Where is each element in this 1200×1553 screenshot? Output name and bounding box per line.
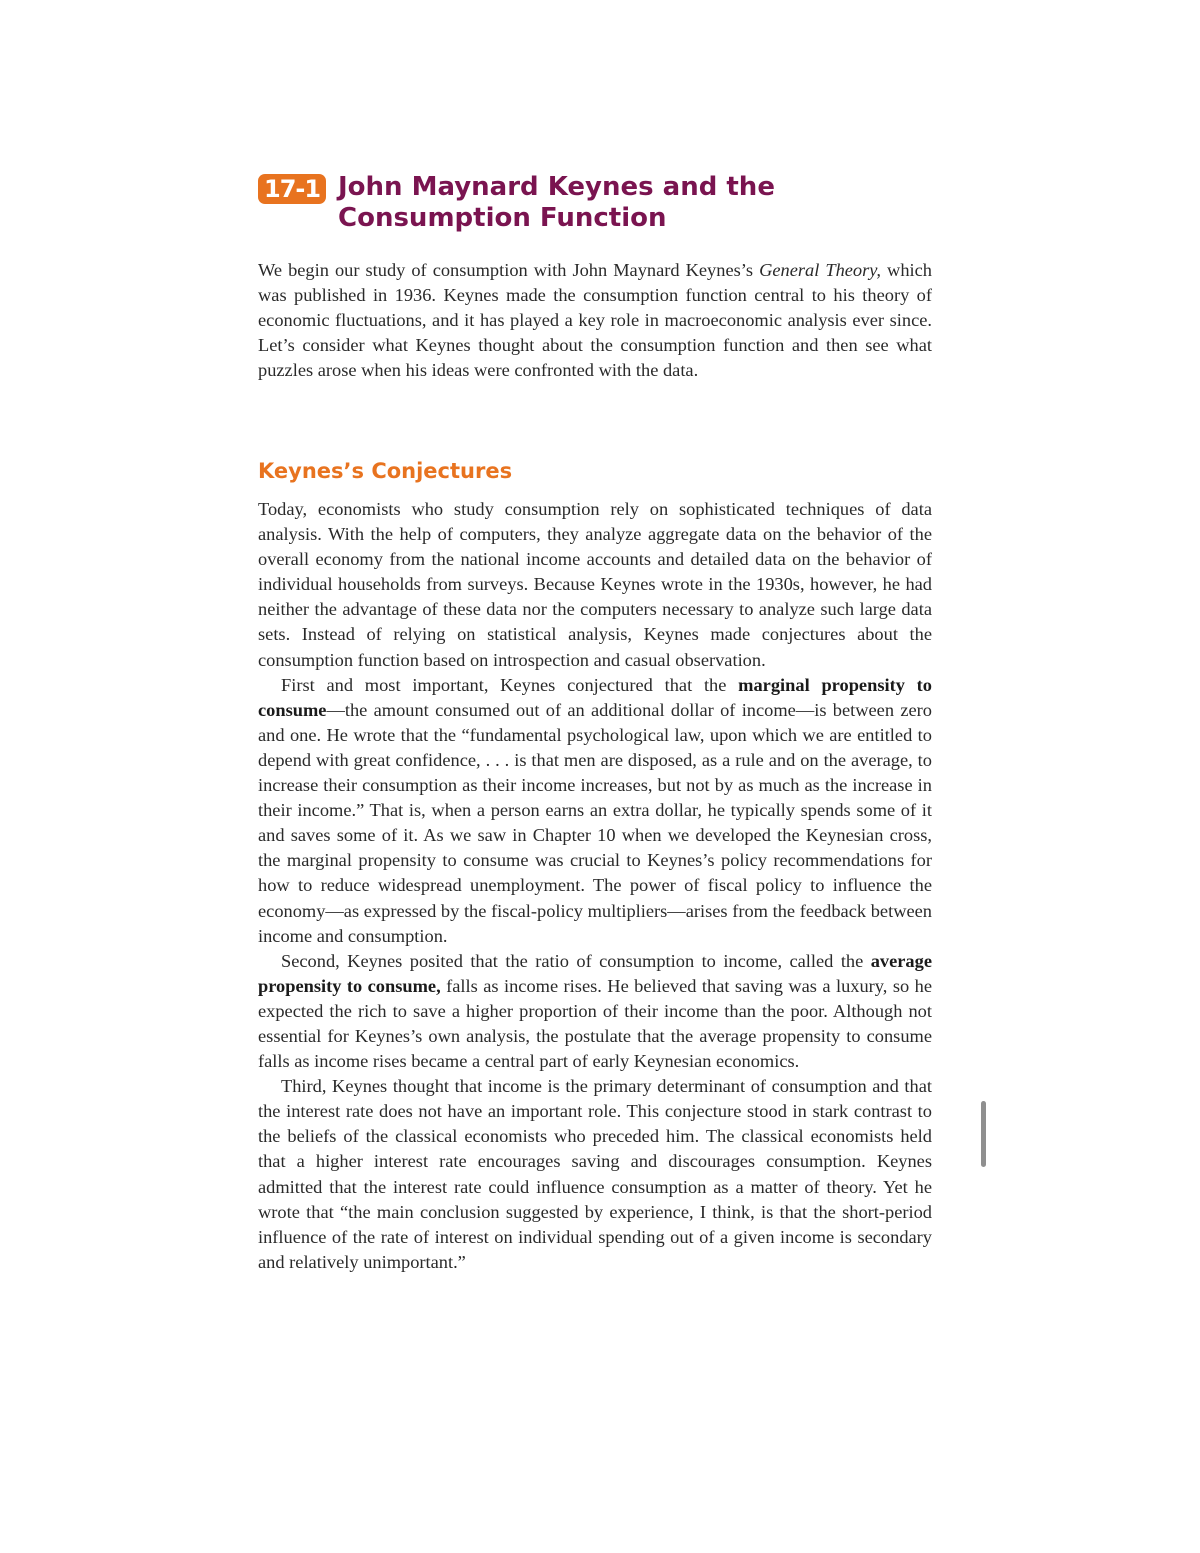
paragraph-2-start: First and most important, Keynes conjectured that the (281, 674, 739, 695)
intro-text-end: which was published in 1936. Keynes made the consumption function central to his theory of economic fluctuations, and it has played a key role in macroeconomic analysis ever since. Let’s consider what Keynes thought about the consumption function and then see what puzzles arose when his ideas were confronted with the data. (258, 260, 932, 381)
key-term-apc: average propensity to consume, (258, 950, 932, 996)
paragraph-1: Today, economists who study consumption rely on sophisticated techniques of data analysis. With the help of computers, they analyze aggregate data on the behavior of the overall economy from the national income accounts and detailed data on the behavior of individual households from surveys. Because Keynes wrote in the 1930s, however, he had neither the advantage of these data nor the computers necessary to analyze such large data sets. Instead of relying on statistical analysis, Keynes made conjectures about the consumption function based on introspection and casual observation. (258, 499, 932, 670)
intro-text-start: We begin our study of consumption with John Maynard Keynes’s (258, 260, 760, 280)
paragraph-4: Third, Keynes thought that income is the primary determinant of consumption and that the interest rate does not have an important role. This conjecture stood in stark contrast to the beliefs of the classical economists who preceded him. The classical economists held that a higher interest rate encourages saving and discourages consumption. Keynes admitted that the interest rate could influence consumption as a matter of theory. Yet he wrote that “the main conclusion suggested by experience, I think, is that the short-period influence of the rate of interest on individual spending out of a given income is secondary and relatively unimportant.” (258, 1076, 932, 1272)
scrollbar-thumb[interactable] (981, 1101, 986, 1167)
paragraph-3 (258, 949, 932, 1074)
paragraph-3-start: Second, Keynes posited that the ratio of consumption to income, called the (281, 950, 871, 971)
section-number-badge: 17-1 (258, 174, 326, 204)
book-title: General Theory, (759, 260, 882, 280)
subsection-heading: Keynes’s Conjectures (258, 459, 513, 483)
key-term-mpc: marginal propensity to consume (258, 674, 932, 720)
paragraph-2 (258, 673, 932, 949)
conjectures-body (258, 497, 932, 1275)
paragraph-3-end: falls as income rises. He believed that saving was a luxury, so he expected the rich to save a higher proportion of their income than the poor. Although not essential for Keynes’s own analysis, the postulate that the average propensity to consume falls as income rises became a central part of early Keynesian economics. (258, 975, 932, 1072)
section-title: John Maynard Keynes and the Consumption Function (338, 172, 775, 233)
intro-paragraph (258, 258, 932, 383)
paragraph-2-end: —the amount consumed out of an additional dollar of income—is between zero and one. He wrote that the “fundamental psychological law, upon which we are entitled to depend with great confidence, . . . is that men are disposed, as a rule and on the average, to increase their consumption as their income increases, but not by as much as the increase in their income.” That is, when a person earns an extra dollar, he typically spends some of it and saves some of it. As we saw in Chapter 10 when we developed the Keynesian cross, the marginal propensity to consume was crucial to Keynes’s policy recommendations for how to reduce widespread unemployment. The power of fiscal policy to influence the economy—as expressed by the fiscal-policy multipliers—arises from the feedback between income and consumption. (258, 699, 932, 946)
